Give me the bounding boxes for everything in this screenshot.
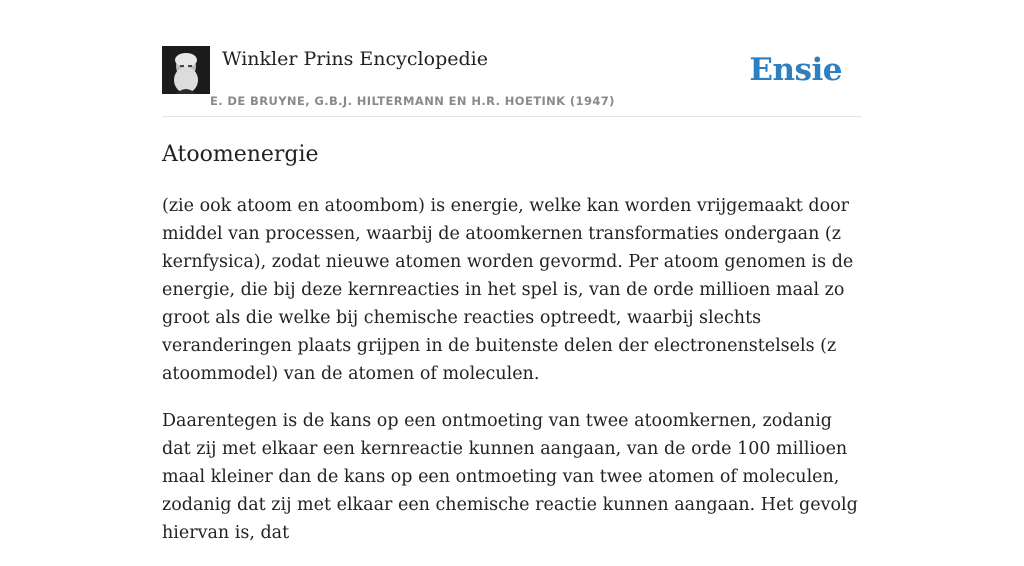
header	[162, 44, 862, 117]
article-title: Atoomenergie	[162, 142, 319, 167]
author-portrait-icon	[162, 46, 210, 94]
article-paragraph: Daarentegen is de kans op een ontmoeting van twee atoomkernen, zodanig dat zij met elkaar een kernreactie kunnen aangaan, van de orde 100 millioen maal kleiner dan de kans op een ontmoeting van twee atomen of moleculen, zodanig dat zij met elkaar een chemische reactie kunnen aangaan. Het gevolg hiervan is, dat	[162, 411, 858, 543]
article-paragraph: (zie ook atoom en atoombom) is energie, welke kan worden vrijgemaakt door middel van processen, waarbij de atoomkernen transformaties ondergaan (z kernfysica), zodat nieuwe atomen worden gevormd. Per atoom genomen is de energie, die bij deze kernreacties in het spel is, van de orde millioen maal zo groot als die welke bij chemische reacties optreedt, waarbij slechts veranderingen plaats grijpen in de buitenste delen der electronenstelsels (z atoommodel) van de atomen of moleculen.	[162, 196, 854, 384]
brand-logo[interactable]: Ensie	[749, 52, 842, 88]
article-body	[162, 192, 864, 566]
authors-credit: E. DE BRUYNE, G.B.J. HILTERMANN EN H.R. HOETINK (1947)	[210, 94, 615, 108]
site-title[interactable]: Winkler Prins Encyclopedie	[222, 48, 488, 70]
